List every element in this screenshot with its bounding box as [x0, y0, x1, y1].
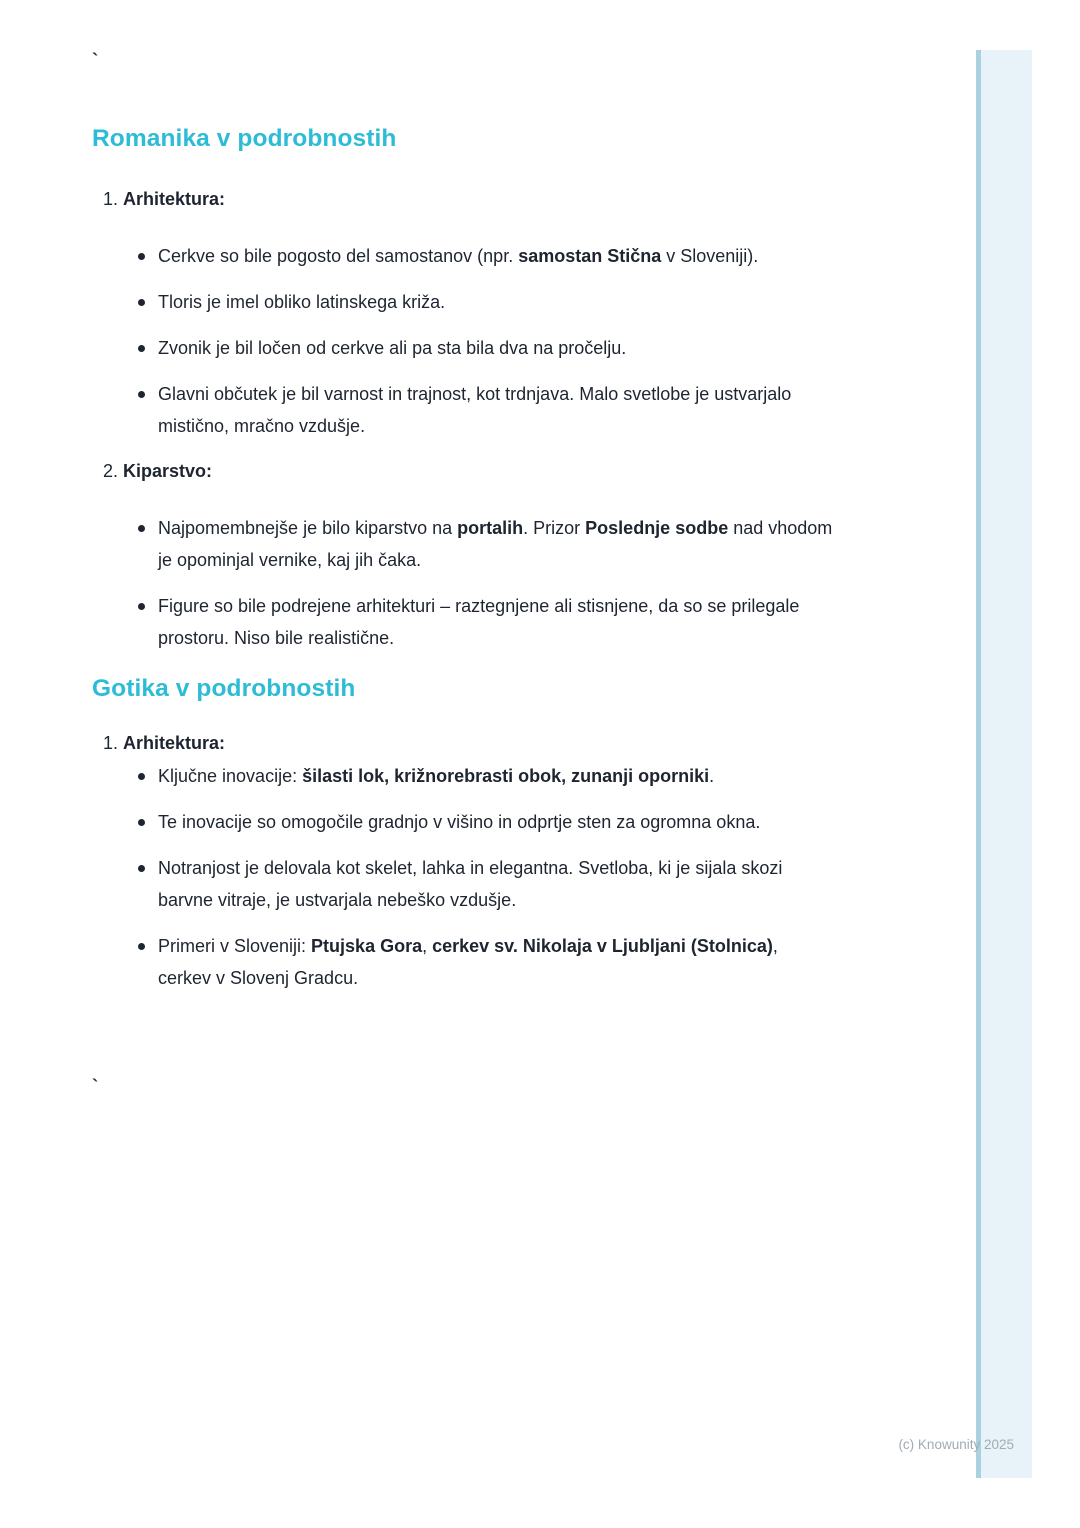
section-heading: Gotika v podrobnostih: [92, 675, 356, 702]
stray-backtick-bottom: `: [92, 1077, 99, 1098]
bullet-list: [92, 760, 834, 994]
text-run: Te inovacije so omogočile gradnjo v višino in odprtje sten za ogromna okna.: [158, 812, 761, 832]
group-label: [92, 728, 834, 758]
bold-text-run: šilasti lok, križnorebrasti obok, zunanji oporniki: [302, 766, 710, 786]
numbered-group: [92, 728, 834, 994]
text-run: Notranjost je delovala kot skelet, lahka in elegantna. Svetloba, ki je sijala skozi barvne vitraje, je ustvarjala nebeško vzdušje.: [158, 858, 783, 910]
document-section: [92, 124, 834, 654]
text-run: Figure so bile podrejene arhitekturi – raztegnjene ali stisnjene, da so se prilegale prostoru. Niso bile realistične.: [158, 596, 800, 648]
bold-text-run: cerkev sv. Nikolaja v Ljubljani (Stolnica): [432, 936, 773, 956]
bold-text-run: Ptujska Gora: [311, 936, 423, 956]
text-run: . Prizor: [523, 518, 586, 538]
list-number: 1.: [103, 189, 124, 209]
bullet-item: [92, 930, 834, 994]
text-run: .: [709, 766, 715, 786]
bullet-item: [92, 590, 834, 654]
text-run: Cerkve so bile pogosto del samostanov (npr.: [158, 246, 519, 266]
text-run: , cerkev v Slovenj Gradcu.: [158, 936, 778, 988]
section-heading: Romanika v podrobnostih: [92, 125, 397, 152]
bullet-item: [92, 286, 834, 318]
bullet-item: [92, 332, 834, 364]
group-label: [92, 184, 834, 214]
bold-text-run: Poslednje sodbe: [585, 518, 729, 538]
list-number: 2.: [103, 461, 124, 481]
bullet-item: [92, 760, 834, 792]
bullet-item: [92, 852, 834, 916]
bold-text-run: portalih: [457, 518, 524, 538]
numbered-group: [92, 184, 834, 442]
text-run: Primeri v Sloveniji:: [158, 936, 312, 956]
bullet-item: [92, 806, 834, 838]
copyright-watermark: (c) Knowunity 2025: [898, 1437, 1014, 1452]
text-run: Ključne inovacije:: [158, 766, 303, 786]
bullet-list: [92, 512, 834, 654]
stray-backtick-top: `: [92, 51, 99, 72]
bullet-item: [92, 512, 834, 576]
list-number: 1.: [103, 733, 124, 753]
group-title: Arhitektura:: [123, 733, 226, 753]
group-label: [92, 456, 834, 486]
right-edge-stripe: [976, 50, 1032, 1478]
numbered-group: [92, 456, 834, 654]
text-run: Najpomembnejše je bilo kiparstvo na: [158, 518, 458, 538]
text-run: nad vhodom je opominjal vernike, kaj jih čaka.: [158, 518, 833, 570]
text-run: Tloris je imel obliko latinskega križa.: [158, 292, 446, 312]
bullet-list: [92, 240, 834, 442]
bullet-item: [92, 240, 834, 272]
group-title: Kiparstvo:: [123, 461, 213, 481]
bold-text-run: samostan Stična: [518, 246, 662, 266]
text-run: Zvonik je bil ločen od cerkve ali pa sta bila dva na pročelju.: [158, 338, 627, 358]
bullet-item: [92, 378, 834, 442]
notes-content: [92, 124, 834, 1008]
text-run: v Sloveniji).: [661, 246, 759, 266]
group-title: Arhitektura:: [123, 189, 226, 209]
document-section: [92, 674, 834, 994]
text-run: ,: [422, 936, 433, 956]
text-run: Glavni občutek je bil varnost in trajnost, kot trdnjava. Malo svetlobe je ustvarjalo mistično, mračno vzdušje.: [158, 384, 792, 436]
